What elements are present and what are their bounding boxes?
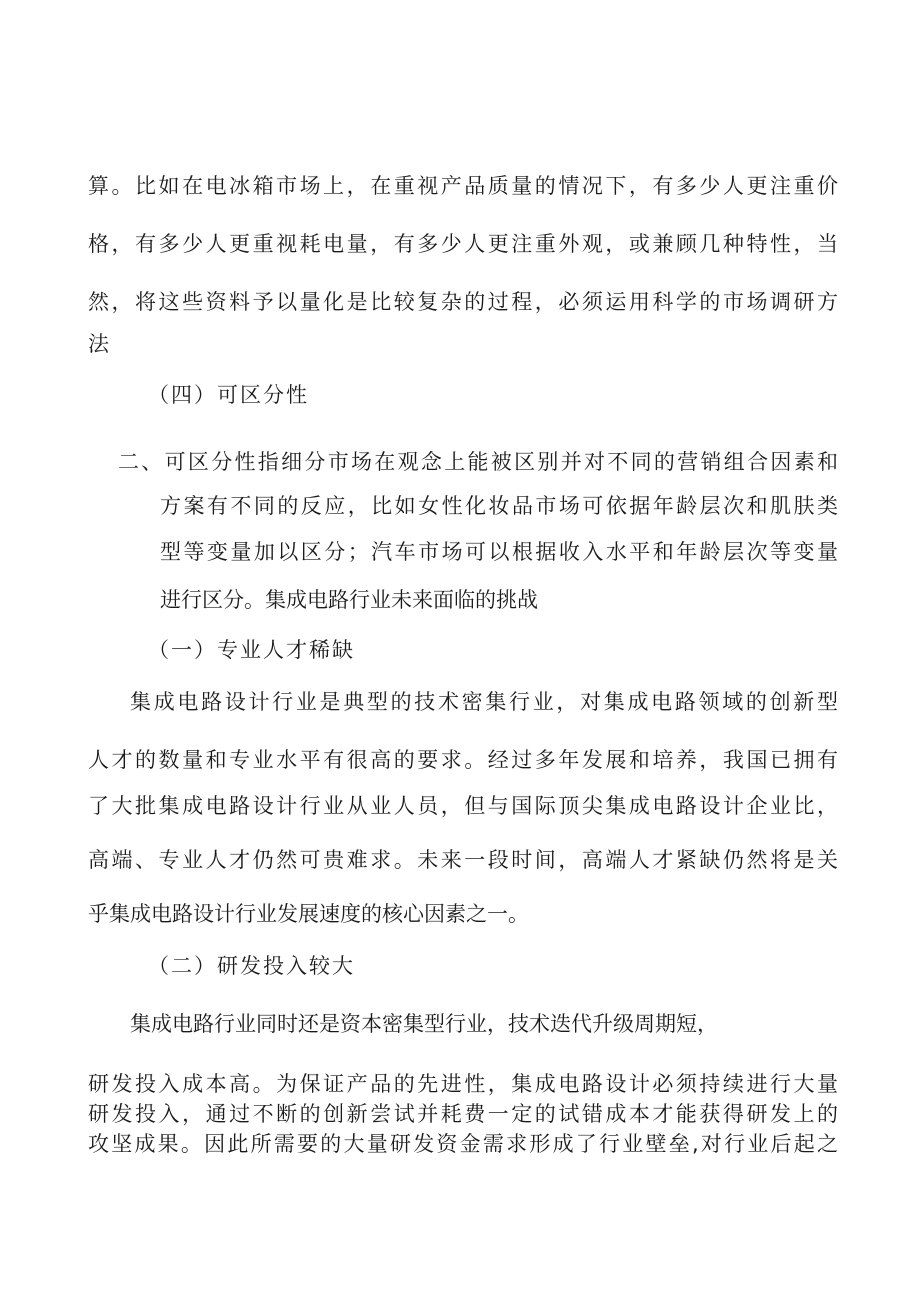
heading-talent-shortage: （一）专业人才稀缺	[148, 638, 355, 662]
text-line: 算。比如在电冰箱市场上，在重视产品质量的情况下，有多少人更注重价	[88, 174, 838, 198]
text-line: 进行区分。集成电路行业未来面临的挑战	[160, 588, 538, 612]
text-line: 了大批集成电路设计行业从业人员，但与国际顶尖集成电路设计企业比，	[88, 794, 838, 818]
text-line: 攻坚成果。因此所需要的大量研发资金需求形成了行业壁垒,对行业后起之	[88, 1132, 838, 1156]
text-line: 高端、专业人才仍然可贵难求。未来一段时间，高端人才紧缺仍然将是关	[88, 848, 838, 872]
text-line: 型等变量加以区分；汽车市场可以根据收入水平和年龄层次等变量	[160, 540, 838, 564]
text-line: 格，有多少人更重视耗电量，有多少人更注重外观，或兼顾几种特性，当	[88, 232, 838, 256]
text-line: 法	[88, 332, 109, 356]
text-line: 人才的数量和专业水平有很高的要求。经过多年发展和培养，我国已拥有	[88, 748, 838, 772]
text-line: 乎集成电路设计行业发展速度的核心因素之一。	[88, 902, 529, 926]
text-line: 方案有不同的反应，比如女性化妆品市场可依据年龄层次和肌肤类	[160, 494, 838, 518]
heading-distinguishability: （四）可区分性	[148, 383, 309, 407]
text-line: 集成电路设计行业是典型的技术密集行业，对集成电路领域的创新型	[130, 690, 838, 714]
text-line: 然，将这些资料予以量化是比较复杂的过程，必须运用科学的市场调研方	[88, 290, 838, 314]
text-line: 二、可区分性指细分市场在观念上能被区别并对不同的营销组合因素和	[118, 450, 838, 474]
heading-rd-investment: （二）研发投入较大	[148, 954, 355, 978]
text-line: 研发投入成本高。为保证产品的先进性，集成电路设计必须持续进行大量	[88, 1072, 838, 1096]
text-line: 研发投入，通过不断的创新尝试并耗费一定的试错成本才能获得研发上的	[88, 1102, 838, 1126]
text-line: 集成电路行业同时还是资本密集型行业，技术迭代升级周期短，	[130, 1012, 718, 1036]
